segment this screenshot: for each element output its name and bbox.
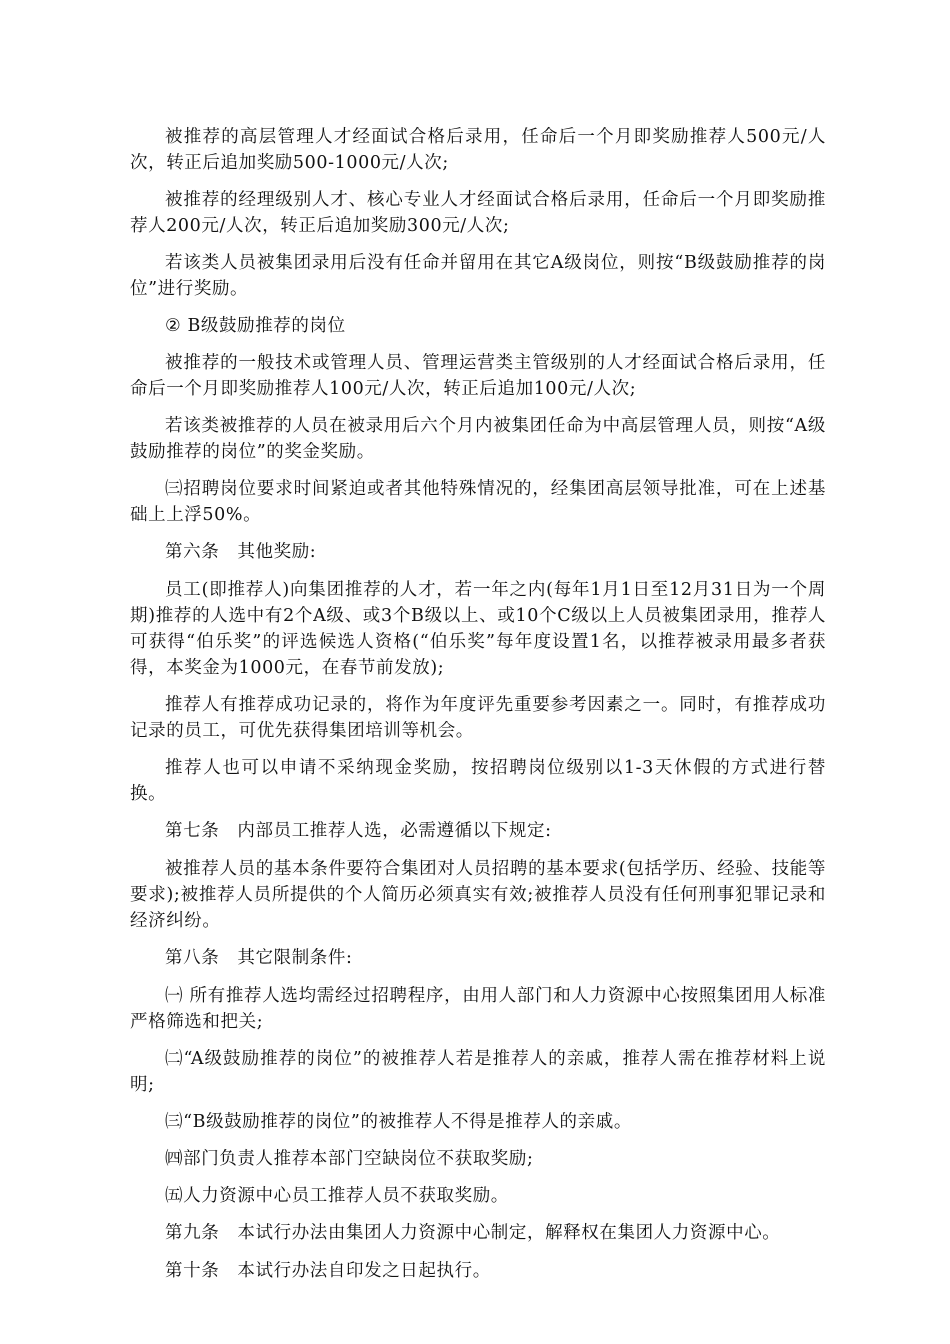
paragraph-restriction-1: ㈠ 所有推荐人选均需经过招聘程序，由用人部门和人力资源中心按照集团用人标准严格筛选和把关; <box>130 986 826 1032</box>
document-body <box>130 124 826 1296</box>
heading-b-level-positions: ② B级鼓励推荐的岗位 <box>165 316 346 336</box>
article-6-heading: 第六条 其他奖励: <box>165 542 317 562</box>
paragraph-b-level-reward: 被推荐的一般技术或管理人员、管理运营类主管级别的人才经面试合格后录用，任命后一个月即奖励推荐人100元/人次，转正后追加100元/人次; <box>130 353 826 399</box>
paragraph-manager-level-reward: 被推荐的经理级别人才、核心专业人才经面试合格后录用，任命后一个月即奖励推荐人200元/人次，转正后追加奖励300元/人次; <box>130 190 826 236</box>
paragraph-restriction-5: ㈤人力资源中心员工推荐人员不获取奖励。 <box>165 1186 509 1206</box>
article-10: 第十条 本试行办法自印发之日起执行。 <box>165 1261 491 1281</box>
article-7-heading: 第七条 内部员工推荐人选，必需遵循以下规定: <box>165 821 552 841</box>
paragraph-bole-award: 员工(即推荐人)向集团推荐的人才，若一年之内(每年1月1日至12月31日为一个周期)推荐的人选中有2个A级、或3个B级以上、或10个C级以上人员被集团录用，推荐人可获得“伯乐奖”的评选候选人资格(“伯乐奖”每年度设置1名，以推荐被录用最多者获得，本奖金为1000元，在春节前发放); <box>130 580 826 678</box>
paragraph-restriction-4: ㈣部门负责人推荐本部门空缺岗位不获取奖励; <box>165 1149 534 1169</box>
paragraph-urgent-bonus: ㈢招聘岗位要求时间紧迫或者其他特殊情况的，经集团高层领导批准，可在上述基础上上浮50%。 <box>130 479 826 525</box>
paragraph-b-level-promotion: 若该类被推荐的人员在被录用后六个月内被集团任命为中高层管理人员，则按“A级鼓励推荐的岗位”的奖金奖励。 <box>130 416 826 462</box>
paragraph-a-level-fallback: 若该类人员被集团录用后没有任命并留用在其它A级岗位，则按“B级鼓励推荐的岗位”进行奖励。 <box>130 253 826 299</box>
paragraph-senior-management-reward: 被推荐的高层管理人才经面试合格后录用，任命后一个月即奖励推荐人500元/人次，转正后追加奖励500-1000元/人次; <box>130 127 826 173</box>
paragraph-evaluation-factor: 推荐人有推荐成功记录的，将作为年度评先重要参考因素之一。同时，有推荐成功记录的员工，可优先获得集团培训等机会。 <box>130 695 826 741</box>
article-9: 第九条 本试行办法由集团人力资源中心制定，解释权在集团人力资源中心。 <box>165 1223 781 1243</box>
paragraph-restriction-2: ㈡“A级鼓励推荐的岗位”的被推荐人若是推荐人的亲戚，推荐人需在推荐材料上说明; <box>130 1049 826 1095</box>
paragraph-restriction-3: ㈢“B级鼓励推荐的岗位”的被推荐人不得是推荐人的亲戚。 <box>165 1112 632 1132</box>
paragraph-leave-option: 推荐人也可以申请不采纳现金奖励，按招聘岗位级别以1-3天休假的方式进行替换。 <box>130 758 826 804</box>
paragraph-basic-conditions: 被推荐人员的基本条件要符合集团对人员招聘的基本要求(包括学历、经验、技能等要求);被推荐人员所提供的个人简历必须真实有效;被推荐人员没有任何刑事犯罪记录和经济纠纷。 <box>130 859 826 931</box>
article-8-heading: 第八条 其它限制条件: <box>165 948 353 968</box>
